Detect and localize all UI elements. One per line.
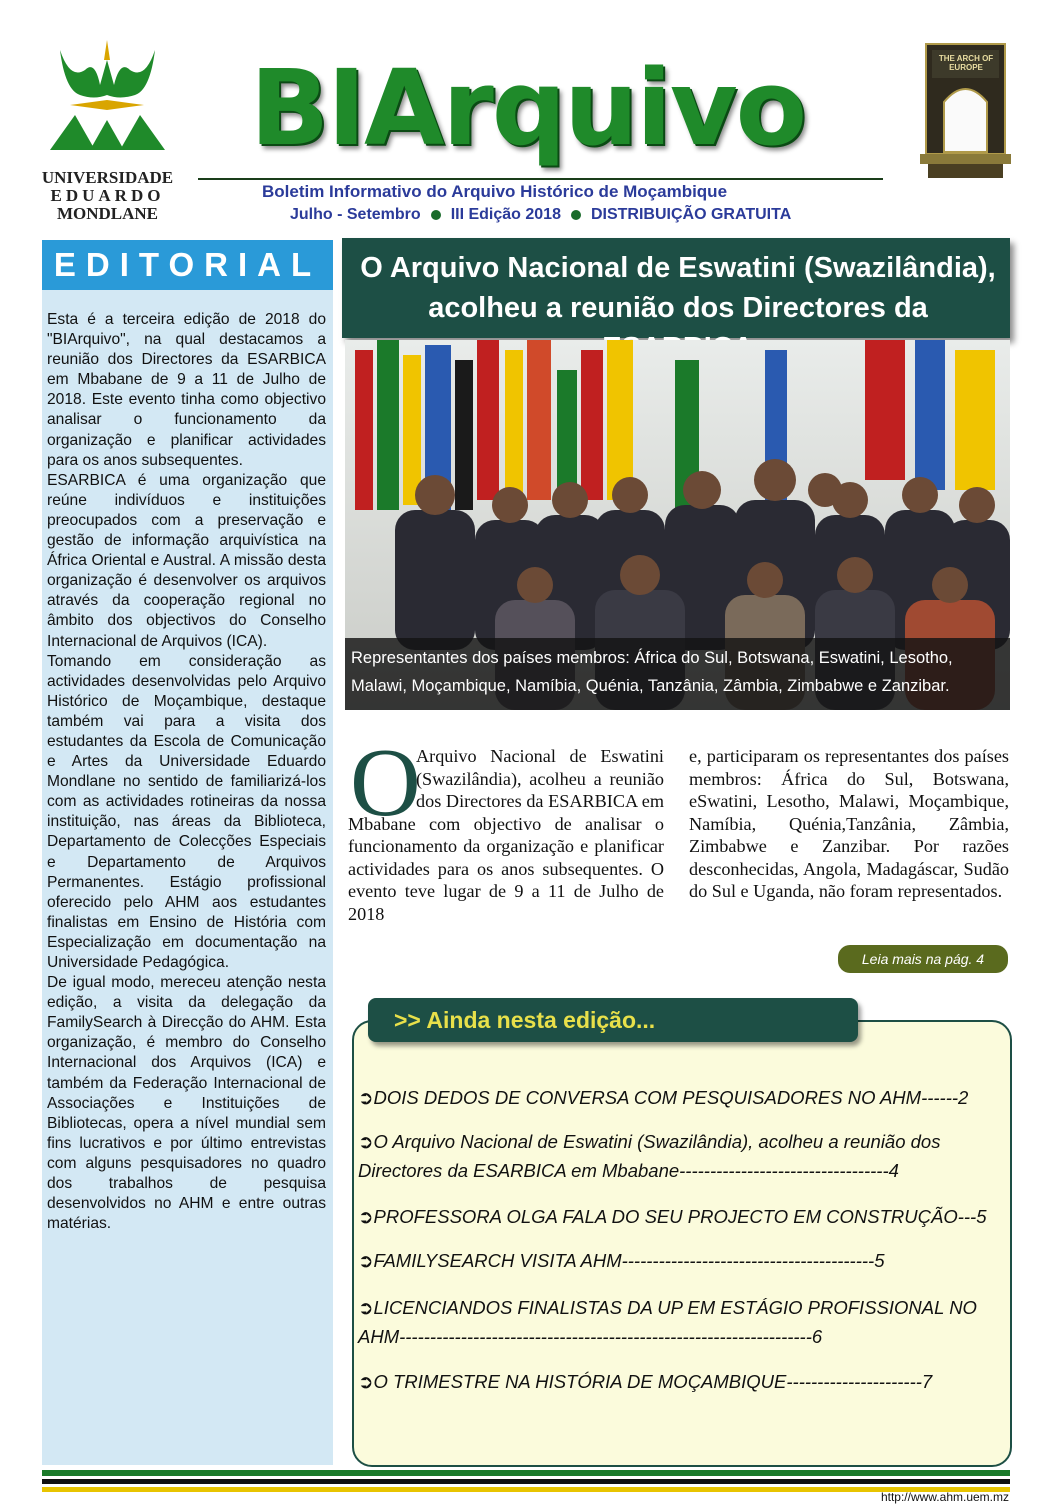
edition-line — [290, 206, 791, 224]
editorial-heading: EDITORIAL — [42, 240, 333, 290]
logo-line-1: UNIVERSIDADE — [41, 168, 174, 187]
footer-url[interactable]: http://www.ahm.uem.mz — [880, 1490, 1009, 1504]
footer-color-stripes — [42, 1470, 1010, 1492]
logo-line-3: MONDLANE — [56, 203, 159, 223]
arrow-right-icon: ➲ — [358, 1206, 374, 1227]
editorial-text — [47, 310, 326, 1234]
toc-item-label: O TRIMESTRE NA HISTÓRIA DE MOÇAMBIQUE----------------------7 — [373, 1371, 933, 1392]
arrow-right-icon: ➲ — [358, 1131, 374, 1152]
masthead-rule — [198, 178, 883, 180]
drop-cap: O — [350, 729, 421, 837]
arrow-right-icon: ➲ — [358, 1297, 374, 1318]
logo-line-2: EDUARDO — [50, 185, 165, 205]
toc-item[interactable] — [358, 1246, 998, 1275]
uem-logo — [40, 40, 175, 225]
toc-item-label: LICENCIANDOS FINALISTAS DA UP EM ESTÁGIO PROFISSIONAL NO AHM-------------------------------------------------------------------6 — [358, 1297, 977, 1347]
drop-cap-spacer — [348, 745, 416, 807]
article-column-1-text: Arquivo Nacional de Eswatini (Swazilândia), acolheu a reunião dos Directores da ESARBICA em Mbabane com objectivo de analisar o funcionamento da organização e planificar actividades para os anos subsequentes. O evento teve lugar de 9 a 11 de Julho de 2018 — [348, 746, 664, 924]
arrow-right-icon: ➲ — [358, 1087, 374, 1108]
article-column-2: e, participaram os representantes dos países membros: África do Sul, Botswana, eSwatini, Lesotho, Malawi, Moçambique, Namíbia, Quénia,Tanzânia, Zâmbia, Zimbabwe e Zanzibar. Por razões desconhecidas, Angola, Madagáscar, Sudão do Sul e Uganda, não foram representados. — [689, 746, 1009, 901]
bullet-icon — [571, 210, 581, 220]
masthead-subtitle: Boletim Informativo do Arquivo Histórico de Moçambique — [262, 182, 728, 201]
uem-emblem-icon — [40, 40, 175, 160]
edition-number: III Edição 2018 — [450, 206, 561, 223]
toc-item[interactable] — [358, 1202, 998, 1231]
editorial-paragraph: De igual modo, mereceu atenção nesta edição, a visita da delegação da FamilySearch à Direcção do AHM. Esta organização, é membro do Conselho Internacional dos Arquivos (ICA) e também da Federação Internacional de Associações e Instituições de Bibliotecas, opera a nível mundial sem fins lucrativos e por último entrevistas com alguns pesquisadores no quadro dos trabalhos de pesquisa desenvolvidos no AHM e entre outras matérias. — [47, 974, 326, 1233]
arch-of-europe-award — [918, 40, 1013, 185]
toc-item[interactable] — [358, 1127, 998, 1185]
bullet-icon — [431, 210, 441, 220]
article-headline: O Arquivo Nacional de Eswatini (Swazilândia), acolheu a reunião dos Directores da — [360, 252, 996, 324]
article-column-1 — [348, 745, 664, 925]
read-more-badge[interactable]: Leia mais na pág. 4 — [838, 945, 1008, 973]
toc-item[interactable] — [358, 1083, 998, 1112]
editorial-paragraph: Tomando em consideração as actividades desenvolvidas pelo Arquivo Histórico de Moçambique, destaque também vai para a visita dos estudantes da Escola de Comunicação e Artes da Universidade Eduardo Mondlane no sentido de familiarizá-los com as actividades rotineiras da nossa instituição, nas áreas da Biblioteca, Departamento de Colecções Especiais e Departamento de Arquivos Permanentes. Estágio profissional oferecido pelo AHM aos estudantes finalistas em Ensino de História com Especialização em documentação na Universidade Pedagógica. — [47, 652, 326, 971]
toc-item[interactable] — [358, 1293, 998, 1351]
edition-distribution: DISTRIBUIÇÃO GRATUITA — [590, 206, 792, 223]
toc-item-label: PROFESSORA OLGA FALA DO SEU PROJECTO EM CONSTRUÇÃO---5 — [373, 1206, 987, 1227]
award-label: THE ARCH OF EUROPE — [938, 54, 994, 72]
masthead-title: BIArquivo — [250, 47, 806, 169]
toc-item-label: DOIS DEDOS DE CONVERSA COM PESQUISADORES NO AHM------2 — [373, 1087, 969, 1108]
editorial-paragraph: Esta é a terceira edição de 2018 do "BIArquivo", na qual destacamos a reunião dos Directores da ESARBICA em Mbabane de 9 a 11 de Julho de 2018. Este evento tinha como objectivo analisar o funcionamento da organização e planificar actividades para os anos subsequentes. — [47, 311, 326, 469]
arrow-right-icon: ➲ — [358, 1371, 374, 1392]
photo-caption: Representantes dos países membros: África do Sul, Botswana, Eswatini, Lesotho, Malawi, Moçambique, Namíbia, Quénia, Tanzânia, Zâmbia, Zimbabwe e Zanzibar. — [351, 649, 953, 695]
toc-item[interactable] — [358, 1367, 998, 1396]
toc-item-label: O Arquivo Nacional de Eswatini (Swazilândia), acolheu a reunião dos Directores da ESARBICA em Mbabane----------------------------------4 — [358, 1131, 941, 1181]
in-this-issue-heading: >> Ainda nesta edição... — [368, 998, 858, 1042]
editorial-paragraph: ESARBICA é uma organização que reúne indivíduos e instituições preocupados com a preservação e gestão de informação arquivística na África Oriental e Austral. A missão desta organização é desenvolver os arquivos através da cooperação regional no âmbito dos objectivos do Conselho Internacional de Arquivos (ICA). — [47, 471, 326, 650]
arrow-right-icon: ➲ — [358, 1250, 374, 1271]
toc-item-label: FAMILYSEARCH VISITA AHM-----------------------------------------5 — [373, 1250, 885, 1271]
edition-period: Julho - Setembro — [290, 206, 421, 223]
